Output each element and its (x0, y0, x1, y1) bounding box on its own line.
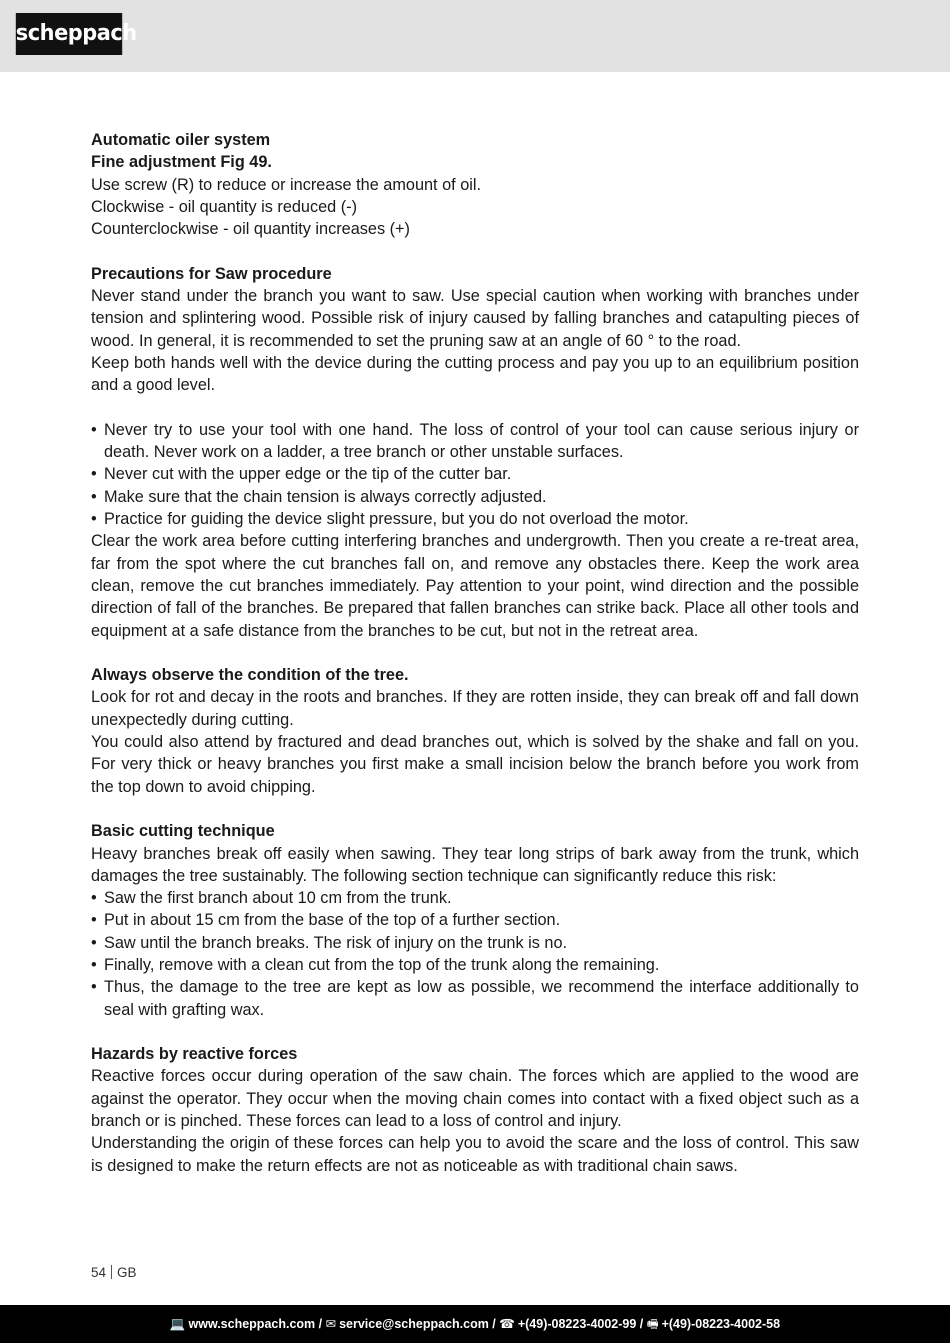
bullet-list (91, 419, 859, 530)
paragraph: Clear the work area before cutting interfering branches and undergrowth. Then you create a re-treat area, far from the spot where the cut branches fall on, and remove any obstacles there. Keep the work area clean, remove the cut branches immediately. Pay attention to your point, wind direction and the possible direction of fall of the branches. Be prepared that fallen branches can strike back. Place all other tools and equipment at a safe distance from the branches to be cut, but not in the retreat area. (91, 532, 859, 640)
paragraph: Understanding the origin of these forces can help you to avoid the scare and the loss of control. This saw is designed to make the return effects are not as noticeable as with traditional chain saws. (91, 1134, 859, 1175)
page-number (91, 1264, 137, 1282)
document-body (91, 129, 859, 1177)
list-item: • Finally, remove with a clean cut from the top of the trunk along the remaining. (91, 954, 859, 976)
separator: / (488, 1317, 500, 1331)
paragraph: Never stand under the branch you want to saw. Use special caution when working with branches under tension and splintering wood. Possible risk of injury caused by falling branches and catapulting pieces of wood. In general, it is recommended to set the pruning saw at an angle of 60 ° to the road. (91, 287, 859, 350)
paragraph: You could also attend by fractured and dead branches out, which is solved by the shake and fall on you. For very thick or heavy branches you first make a small incision below the branch before you work from the top down to avoid chipping. (91, 733, 859, 796)
text-line: Counterclockwise - oil quantity increases (+) (91, 220, 410, 239)
phone-number[interactable]: +(49)-08223-4002-99 (517, 1317, 637, 1331)
list-item: • Never cut with the upper edge or the tip of the cutter bar. (91, 463, 859, 485)
mail-icon: ✉ (325, 1317, 337, 1331)
section-heading: Always observe the condition of the tree. (91, 666, 409, 685)
contact-bar (0, 1305, 950, 1343)
header-bar (0, 0, 950, 72)
list-item: • Never try to use your tool with one hand. The loss of control of your tool can cause serious injury or death. Never work on a ladder, a tree branch or other unstable surfaces. (91, 419, 859, 464)
page-number-divider (111, 1265, 112, 1279)
list-item: • Saw until the branch breaks. The risk of injury on the trunk is no. (91, 932, 859, 954)
section-subheading: Fine adjustment Fig 49. (91, 153, 272, 172)
paragraph: Look for rot and decay in the roots and branches. If they are rotten inside, they can break off and fall down unexpectedly during cutting. (91, 688, 859, 729)
page-number-value: 54 (91, 1265, 107, 1280)
paragraph: Keep both hands well with the device during the cutting process and pay you up to an equilibrium position and a good level. (91, 353, 859, 395)
phone-icon: ☎ (499, 1317, 515, 1331)
bullet-list (91, 887, 859, 1021)
list-item: • Put in about 15 cm from the base of the top of a further section. (91, 909, 859, 931)
text-line: Clockwise - oil quantity is reduced (-) (91, 197, 358, 216)
paragraph: Reactive forces occur during operation of the saw chain. The forces which are applied to the wood are against the operator. They occur when the moving chain comes into contact with a fixed object such as a branch or is pinched. These forces can lead to a loss of control and injury. (91, 1067, 859, 1131)
section-heading: Hazards by reactive forces (91, 1045, 298, 1064)
section-heading: Automatic oiler system (91, 131, 271, 149)
computer-icon: 💻 (169, 1317, 186, 1331)
list-item: • Make sure that the chain tension is always correctly adjusted. (91, 486, 859, 508)
separator: / (315, 1317, 326, 1331)
fax-icon: 🖷 (646, 1317, 659, 1331)
paragraph: Heavy branches break off easily when sawing. They tear long strips of bark away from the trunk, which damages the tree sustainably. The following section technique can significantly reduce this risk: (91, 844, 859, 885)
text-line: Use screw (R) to reduce or increase the amount of oil. (91, 175, 482, 194)
section-heading: Basic cutting technique (91, 822, 275, 841)
email-link[interactable]: service@scheppach.com (339, 1317, 489, 1331)
list-item: • Thus, the damage to the tree are kept as low as possible, we recommend the interface additionally to seal with grafting wax. (91, 976, 859, 1021)
list-item: • Saw the first branch about 10 cm from the trunk. (91, 887, 859, 909)
scheppach-logo: scheppach (16, 13, 122, 55)
separator: / (636, 1317, 647, 1331)
section-heading: Precautions for Saw procedure (91, 264, 332, 283)
list-item: • Practice for guiding the device slight pressure, but you do not overload the motor. (91, 508, 859, 530)
fax-number: +(49)-08223-4002-58 (661, 1317, 781, 1331)
website-link[interactable]: www.scheppach.com (188, 1317, 316, 1331)
language-code: GB (117, 1265, 137, 1280)
